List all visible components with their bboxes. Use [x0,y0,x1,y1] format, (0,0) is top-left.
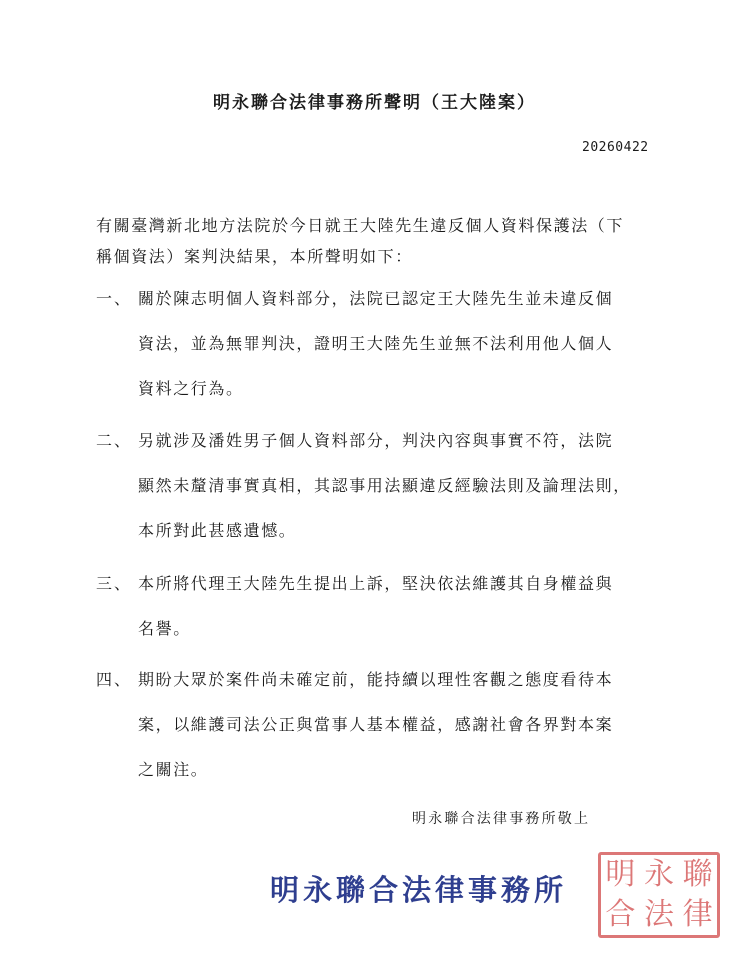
item-body [138,570,678,643]
item-number: 三、 [96,574,133,593]
seal-char: 明 [605,857,636,892]
closing-signature: 明永聯合法律事務所敬上 [412,811,591,827]
seal-char: 永 [643,857,674,892]
item-body [138,666,678,784]
intro-paragraph [96,212,672,271]
item-line: 資料之行為。 [138,379,244,398]
seal-char: 律 [682,897,713,932]
item-number: 二、 [96,431,133,450]
item-line: 案，以維護司法公正與當事人基本權益，感謝社會各界對本案 [138,715,614,734]
item-line: 顯然未釐清事實真相，其認事用法顯違反經驗法則及論理法則， [138,476,631,495]
intro-line: 有關臺灣新北地方法院於今日就王大陸先生違反個人資料保護法（下 [96,216,625,235]
seal-char: 合 [605,897,636,932]
document-title: 明永聯合法律事務所聲明（王大陸案） [213,93,536,113]
item-line: 另就涉及潘姓男子個人資料部分，判決內容與事實不符，法院 [138,431,614,450]
firm-seal [598,852,720,938]
seal-char: 法 [643,897,674,932]
firm-name-stamp: 明永聯合法律事務所 [270,873,568,907]
item-number: 一、 [96,289,133,308]
seal-char: 聯 [682,857,713,892]
intro-line: 稱個資法）案判決結果，本所聲明如下： [96,247,413,266]
item-line: 期盼大眾於案件尚未確定前，能持續以理性客觀之態度看待本 [138,670,614,689]
item-line: 關於陳志明個人資料部分，法院已認定王大陸先生並未違反個 [138,289,614,308]
item-line: 本所將代理王大陸先生提出上訴，堅決依法維護其自身權益與 [138,574,614,593]
item-line: 資法，並為無罪判決，證明王大陸先生並無不法利用他人個人 [138,334,614,353]
item-body [138,285,678,403]
item-line: 名譽。 [138,619,191,638]
document-date: 20260422 [582,140,649,155]
item-number: 四、 [96,670,133,689]
item-body [138,427,678,545]
item-line: 本所對此甚感遺憾。 [138,521,297,540]
item-line: 之關注。 [138,760,209,779]
